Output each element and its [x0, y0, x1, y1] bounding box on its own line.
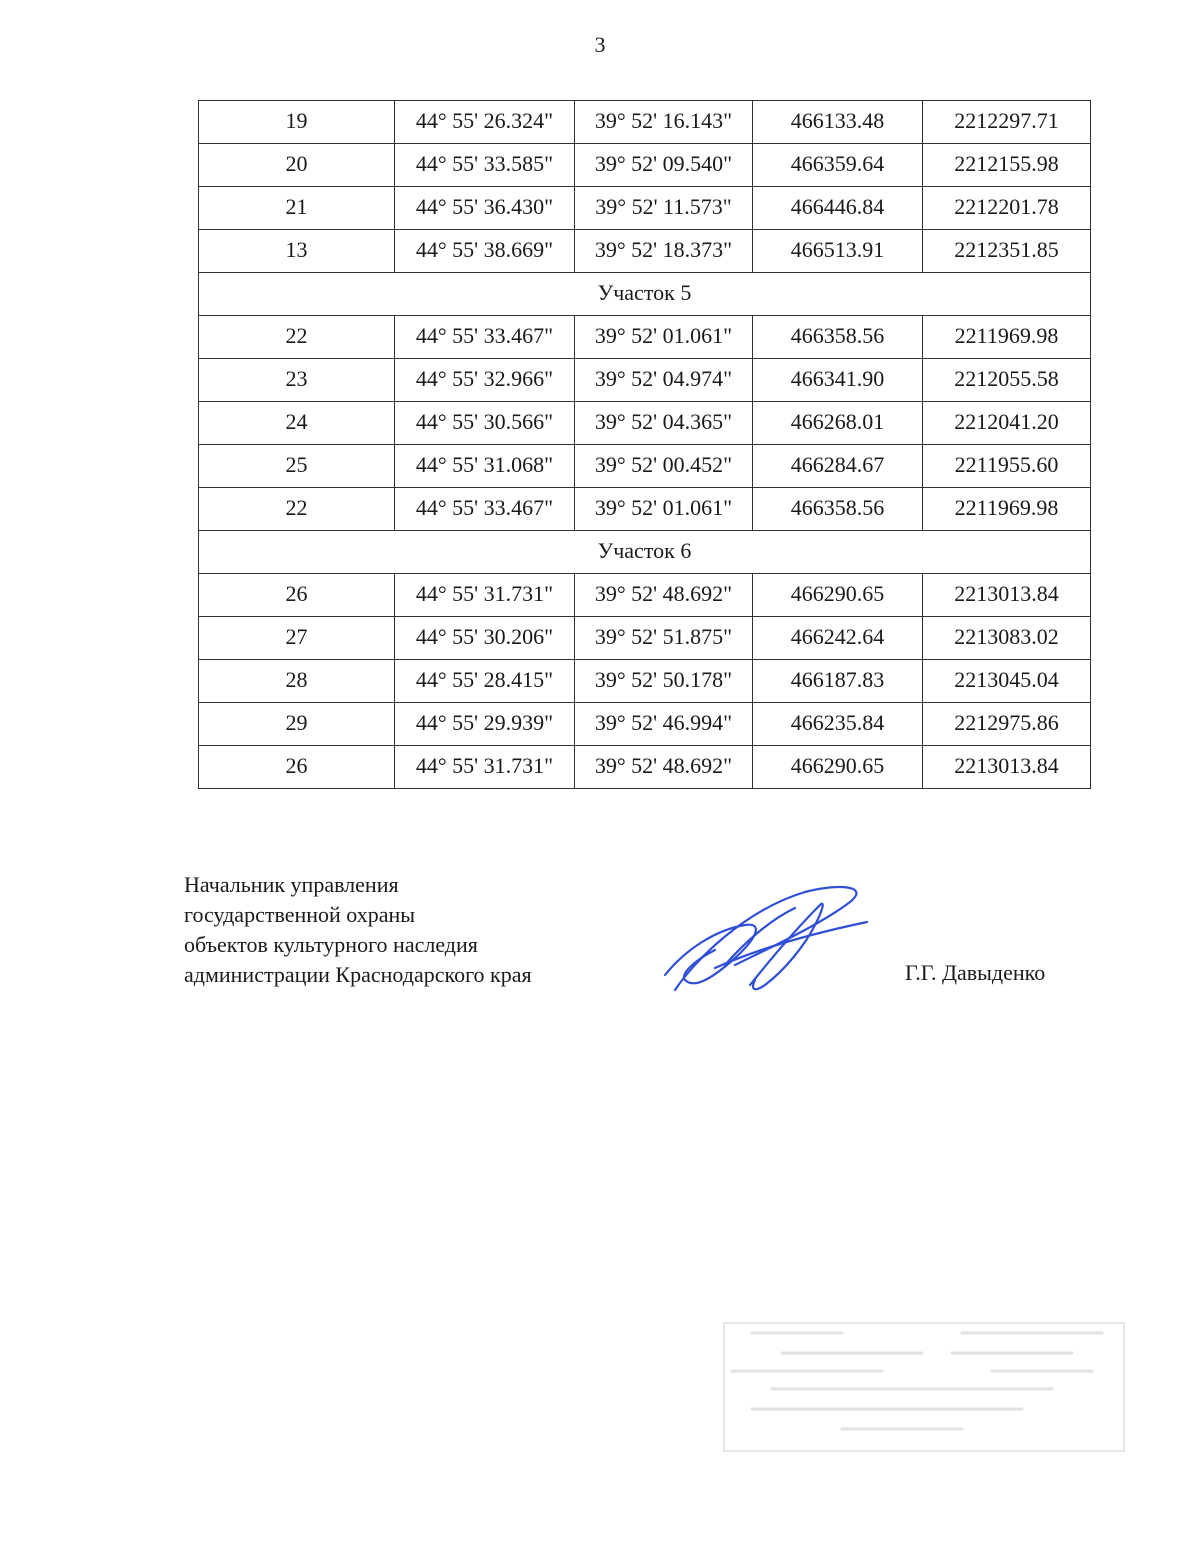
- table-row: [199, 660, 1091, 703]
- latitude-cell: 44° 55' 36.430": [395, 187, 575, 230]
- y-coordinate-cell: 2211955.60: [923, 445, 1091, 488]
- point-number-cell: 29: [199, 703, 395, 746]
- point-number-cell: 24: [199, 402, 395, 445]
- table-row: [199, 445, 1091, 488]
- x-coordinate-cell: 466513.91: [753, 230, 923, 273]
- longitude-cell: 39° 52' 11.573": [575, 187, 753, 230]
- point-number-cell: 20: [199, 144, 395, 187]
- y-coordinate-cell: 2213045.04: [923, 660, 1091, 703]
- page-number: 3: [594, 32, 606, 57]
- point-number-cell: 19: [199, 101, 395, 144]
- latitude-cell: 44° 55' 31.731": [395, 746, 575, 789]
- x-coordinate-cell: 466242.64: [753, 617, 923, 660]
- x-coordinate-cell: 466133.48: [753, 101, 923, 144]
- x-coordinate-cell: 466359.64: [753, 144, 923, 187]
- x-coordinate-cell: 466284.67: [753, 445, 923, 488]
- table-row: [199, 316, 1091, 359]
- signatory-title-line: Начальник управления: [184, 872, 399, 897]
- latitude-cell: 44° 55' 31.068": [395, 445, 575, 488]
- signatory-name: Г.Г. Давыденко: [905, 960, 1046, 985]
- y-coordinate-cell: 2212975.86: [923, 703, 1091, 746]
- y-coordinate-cell: 2213013.84: [923, 574, 1091, 617]
- x-coordinate-cell: 466358.56: [753, 316, 923, 359]
- longitude-cell: 39° 52' 50.178": [575, 660, 753, 703]
- latitude-cell: 44° 55' 30.566": [395, 402, 575, 445]
- latitude-cell: 44° 55' 38.669": [395, 230, 575, 273]
- coordinates-table: [198, 100, 1091, 789]
- x-coordinate-cell: 466187.83: [753, 660, 923, 703]
- x-coordinate-cell: 466290.65: [753, 574, 923, 617]
- x-coordinate-cell: 466235.84: [753, 703, 923, 746]
- signatory-title: [184, 870, 532, 990]
- point-number-cell: 22: [199, 316, 395, 359]
- longitude-cell: 39° 52' 46.994": [575, 703, 753, 746]
- signatory-title-line: объектов культурного наследия: [184, 932, 478, 957]
- longitude-cell: 39° 52' 18.373": [575, 230, 753, 273]
- point-number-cell: 26: [199, 746, 395, 789]
- longitude-cell: 39° 52' 48.692": [575, 574, 753, 617]
- longitude-cell: 39° 52' 04.974": [575, 359, 753, 402]
- longitude-cell: 39° 52' 16.143": [575, 101, 753, 144]
- table-row: [199, 101, 1091, 144]
- longitude-cell: 39° 52' 01.061": [575, 316, 753, 359]
- longitude-cell: 39° 52' 51.875": [575, 617, 753, 660]
- x-coordinate-cell: 466358.56: [753, 488, 923, 531]
- table-row: [199, 574, 1091, 617]
- signatory-title-line: государственной охраны: [184, 902, 416, 927]
- y-coordinate-cell: 2212297.71: [923, 101, 1091, 144]
- table-row: [199, 746, 1091, 789]
- table-row: [199, 144, 1091, 187]
- latitude-cell: 44° 55' 31.731": [395, 574, 575, 617]
- faded-stamp: [722, 1305, 1132, 1455]
- point-number-cell: 27: [199, 617, 395, 660]
- signatory-title-line: администрации Краснодарского края: [184, 962, 532, 987]
- coordinates-table-body: [199, 101, 1091, 789]
- point-number-cell: 26: [199, 574, 395, 617]
- latitude-cell: 44° 55' 33.467": [395, 316, 575, 359]
- y-coordinate-cell: 2212155.98: [923, 144, 1091, 187]
- y-coordinate-cell: 2213013.84: [923, 746, 1091, 789]
- point-number-cell: 25: [199, 445, 395, 488]
- longitude-cell: 39° 52' 04.365": [575, 402, 753, 445]
- y-coordinate-cell: 2211969.98: [923, 488, 1091, 531]
- y-coordinate-cell: 2212055.58: [923, 359, 1091, 402]
- point-number-cell: 28: [199, 660, 395, 703]
- latitude-cell: 44° 55' 32.966": [395, 359, 575, 402]
- latitude-cell: 44° 55' 33.585": [395, 144, 575, 187]
- y-coordinate-cell: 2213083.02: [923, 617, 1091, 660]
- table-row: [199, 187, 1091, 230]
- y-coordinate-cell: 2212351.85: [923, 230, 1091, 273]
- table-row: [199, 703, 1091, 746]
- table-row: [199, 402, 1091, 445]
- table-row: [199, 230, 1091, 273]
- latitude-cell: 44° 55' 29.939": [395, 703, 575, 746]
- section-header-row: [199, 273, 1091, 316]
- y-coordinate-cell: 2212041.20: [923, 402, 1091, 445]
- x-coordinate-cell: 466341.90: [753, 359, 923, 402]
- latitude-cell: 44° 55' 33.467": [395, 488, 575, 531]
- table-row: [199, 617, 1091, 660]
- point-number-cell: 21: [199, 187, 395, 230]
- latitude-cell: 44° 55' 30.206": [395, 617, 575, 660]
- point-number-cell: 22: [199, 488, 395, 531]
- longitude-cell: 39° 52' 48.692": [575, 746, 753, 789]
- x-coordinate-cell: 466290.65: [753, 746, 923, 789]
- handwritten-signature: [655, 880, 875, 1010]
- longitude-cell: 39° 52' 00.452": [575, 445, 753, 488]
- y-coordinate-cell: 2212201.78: [923, 187, 1091, 230]
- table-row: [199, 359, 1091, 402]
- latitude-cell: 44° 55' 28.415": [395, 660, 575, 703]
- point-number-cell: 13: [199, 230, 395, 273]
- y-coordinate-cell: 2211969.98: [923, 316, 1091, 359]
- longitude-cell: 39° 52' 09.540": [575, 144, 753, 187]
- point-number-cell: 23: [199, 359, 395, 402]
- x-coordinate-cell: 466446.84: [753, 187, 923, 230]
- table-row: [199, 488, 1091, 531]
- latitude-cell: 44° 55' 26.324": [395, 101, 575, 144]
- x-coordinate-cell: 466268.01: [753, 402, 923, 445]
- section-label: Участок 6: [199, 531, 1091, 574]
- section-label: Участок 5: [199, 273, 1091, 316]
- section-header-row: [199, 531, 1091, 574]
- longitude-cell: 39° 52' 01.061": [575, 488, 753, 531]
